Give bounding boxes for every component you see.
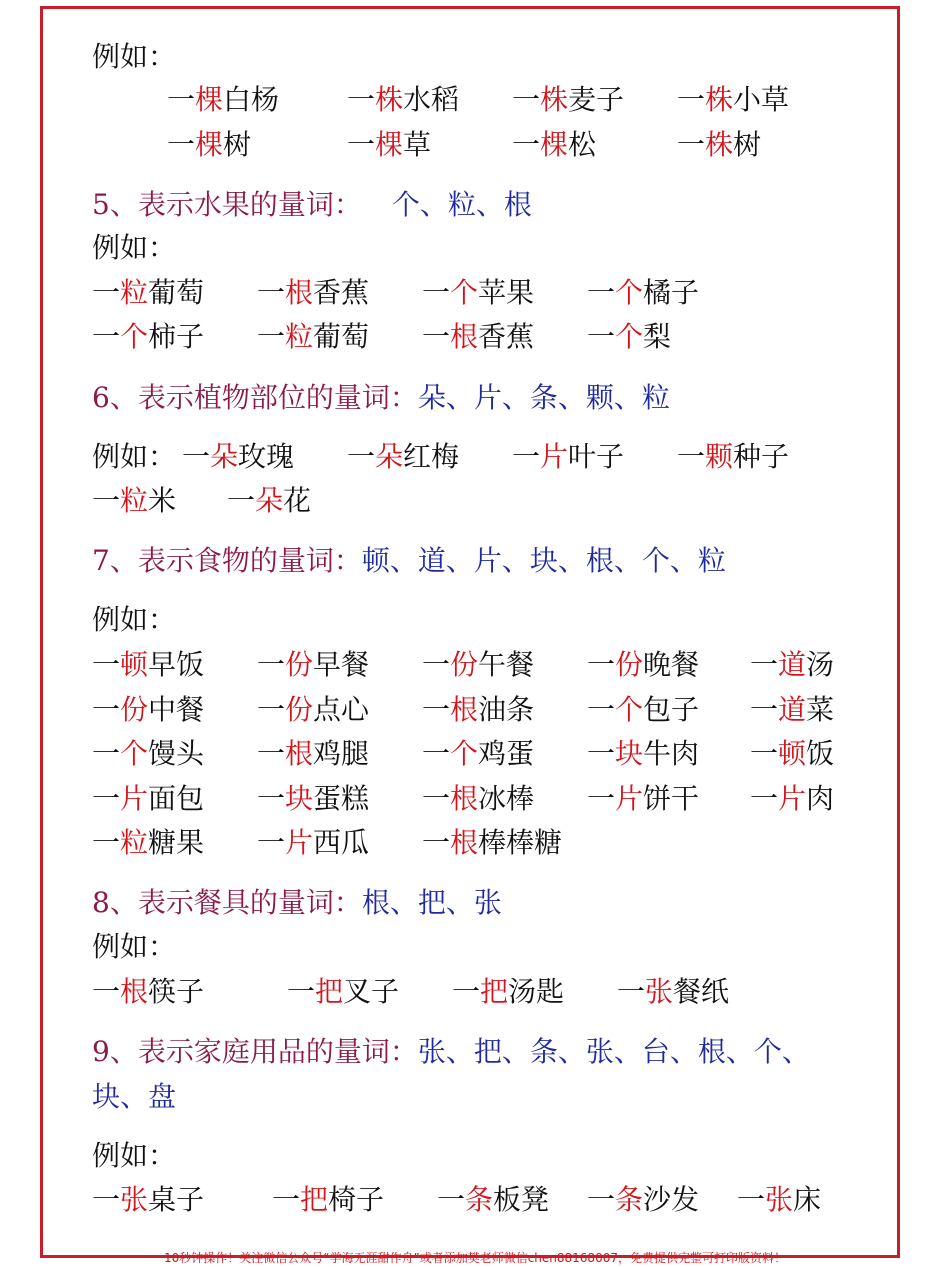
example-item: 一个苹果 [422, 276, 535, 309]
section-heading [92, 185, 532, 225]
section-title: 9、表示家庭用品的量词： [92, 1035, 418, 1068]
example-item: 一根香蕉 [422, 320, 535, 353]
example-item: 一片面包 [92, 782, 205, 815]
footer-notice: 10秒钟操作！关注微信公众号“学海无涯甜作舟”或者添加樊老师微信chen88168007，免费提供完整可打印版资料！ [164, 1251, 786, 1265]
example-item: 一张桌子 [92, 1183, 205, 1216]
example-item: 一棵松 [512, 128, 597, 161]
example-item: 一个梨 [587, 320, 672, 353]
example-item: 一片西瓜 [257, 826, 370, 859]
example-item: 一条沙发 [587, 1183, 700, 1216]
section-heading [92, 541, 726, 581]
example-item: 一根冰棒 [422, 782, 535, 815]
example-item: 一份点心 [257, 693, 370, 726]
example-item: 一把叉子 [287, 975, 400, 1008]
example-item: 一朵红梅 [347, 440, 460, 473]
example-item: 一份早餐 [257, 648, 370, 681]
example-item: 一根棒棒糖 [422, 826, 563, 859]
example-item: 一株水稻 [347, 83, 460, 116]
example-item: 一份晚餐 [587, 648, 700, 681]
example-item: 一个包子 [587, 693, 700, 726]
example-item: 一个馒头 [92, 737, 205, 770]
example-item: 一张床 [737, 1183, 822, 1216]
example-item: 一片饼干 [587, 782, 700, 815]
section-title: 8、表示餐具的量词： [92, 886, 362, 919]
example-item: 一粒糖果 [92, 826, 205, 859]
section-heading [92, 1032, 810, 1072]
section-title: 6、表示植物部位的量词： [92, 381, 418, 414]
example-item: 一朵玫瑰 [182, 440, 295, 473]
measure-words: 根、把、张 [361, 886, 502, 919]
example-item: 一道汤 [750, 648, 835, 681]
example-item: 一棵树 [167, 128, 252, 161]
example-item: 一颗种子 [677, 440, 790, 473]
example-label: 例如： [92, 40, 177, 73]
example-label: 例如： [92, 1139, 177, 1172]
example-item: 一株小草 [677, 83, 790, 116]
example-item: 一个鸡蛋 [422, 737, 535, 770]
example-item: 一棵草 [347, 128, 432, 161]
section-heading [92, 883, 502, 923]
example-item: 一道菜 [750, 693, 835, 726]
example-item: 一份午餐 [422, 648, 535, 681]
measure-words: 朵、片、条、颗、粒 [417, 381, 670, 414]
example-label: 例如： [92, 440, 177, 473]
example-label: 例如： [92, 930, 177, 963]
example-item: 一根鸡腿 [257, 737, 370, 770]
example-item: 一份中餐 [92, 693, 205, 726]
example-item: 一片肉 [750, 782, 835, 815]
example-label: 例如： [92, 231, 177, 264]
example-item: 一顿饭 [750, 737, 835, 770]
measure-words: 张、把、条、张、台、根、个、 [417, 1035, 810, 1068]
example-item: 一粒葡萄 [92, 276, 205, 309]
example-label: 例如： [92, 603, 177, 636]
example-item: 一个柿子 [92, 320, 205, 353]
section-title: 7、表示食物的量词： [92, 544, 362, 577]
example-item: 一粒葡萄 [257, 320, 370, 353]
example-item: 一个橘子 [587, 276, 700, 309]
section-heading [92, 378, 670, 418]
example-item: 一根油条 [422, 693, 535, 726]
example-item: 一块牛肉 [587, 737, 700, 770]
example-item: 一张餐纸 [617, 975, 730, 1008]
section-heading-continued [92, 1077, 176, 1117]
section-title: 5、表示水果的量词： [92, 188, 362, 221]
example-item: 一棵白杨 [167, 83, 280, 116]
measure-words: 块、盘 [92, 1080, 177, 1113]
example-item: 一根筷子 [92, 975, 205, 1008]
example-item: 一株麦子 [512, 83, 625, 116]
example-item: 一条板凳 [437, 1183, 550, 1216]
example-item: 一朵花 [227, 484, 312, 517]
example-item: 一块蛋糕 [257, 782, 370, 815]
example-item: 一把汤匙 [452, 975, 565, 1008]
measure-words: 顿、道、片、块、根、个、粒 [361, 544, 726, 577]
example-item: 一粒米 [92, 484, 177, 517]
measure-words: 个、粒、根 [391, 188, 532, 221]
example-item: 一根香蕉 [257, 276, 370, 309]
example-item: 一片叶子 [512, 440, 625, 473]
example-item: 一株树 [677, 128, 762, 161]
example-item: 一顿早饭 [92, 648, 205, 681]
example-item: 一把椅子 [272, 1183, 385, 1216]
